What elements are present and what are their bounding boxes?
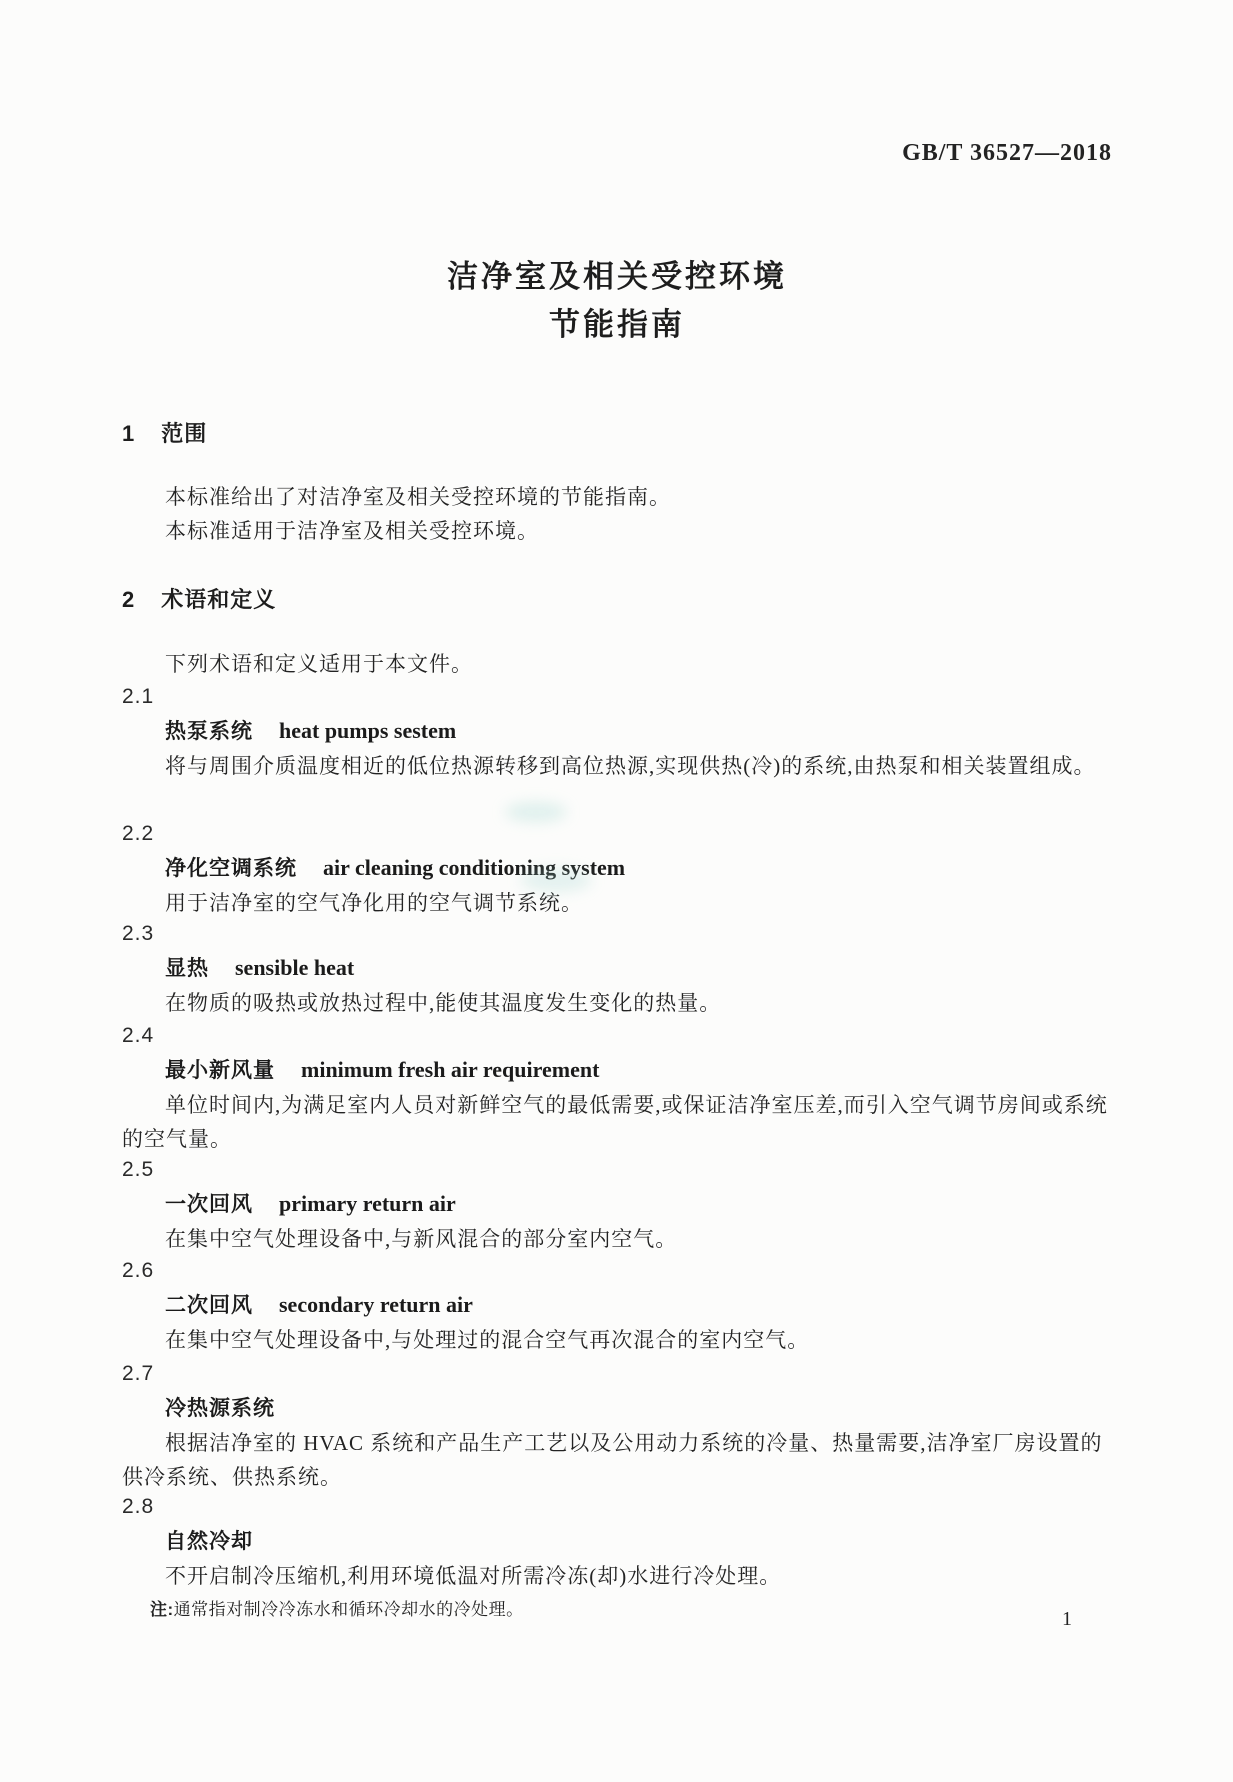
term-number: 2.7 bbox=[122, 1362, 155, 1385]
term-number: 2.6 bbox=[122, 1259, 155, 1282]
term-zh: 冷热源系统 bbox=[165, 1397, 275, 1420]
paragraph: 本标准给出了对洁净室及相关受控环境的节能指南。 bbox=[165, 485, 671, 509]
section-number: 1 bbox=[122, 421, 136, 446]
term-definition: 不开启制冷压缩机,利用环境低温对所需冷冻(却)水进行冷处理。 bbox=[165, 1564, 782, 1588]
term-en: air cleaning conditioning system bbox=[323, 855, 626, 880]
section-heading-text: 范围 bbox=[161, 421, 208, 446]
term-definition: 根据洁净室的 HVAC 系统和产品生产工艺以及公用动力系统的冷量、热量需要,洁净室厂房设置的供冷系统、供热系统。 bbox=[122, 1431, 1103, 1489]
term-definition: 用于洁净室的空气净化用的空气调节系统。 bbox=[165, 891, 583, 915]
term-headword bbox=[165, 951, 1122, 986]
term-headword bbox=[165, 1053, 1122, 1088]
note-label: 注: bbox=[150, 1600, 174, 1619]
term-block bbox=[122, 817, 1122, 920]
term-block bbox=[122, 680, 1122, 783]
section-number: 2 bbox=[122, 587, 136, 612]
term-block bbox=[122, 1153, 1122, 1256]
term-number: 2.5 bbox=[122, 1158, 155, 1181]
term-block bbox=[122, 1490, 1122, 1627]
term-headword bbox=[165, 1391, 1122, 1426]
doc-title bbox=[122, 253, 1112, 349]
term-block bbox=[122, 917, 1122, 1020]
term-headword bbox=[165, 714, 1122, 749]
term-headword bbox=[165, 1288, 1122, 1323]
term-number: 2.1 bbox=[122, 685, 155, 708]
term-zh: 一次回风 bbox=[165, 1193, 253, 1216]
term-zh: 二次回风 bbox=[165, 1294, 253, 1317]
term-en: secondary return air bbox=[279, 1292, 473, 1317]
term-number: 2.2 bbox=[122, 822, 155, 845]
term-definition: 在集中空气处理设备中,与新风混合的部分室内空气。 bbox=[165, 1227, 678, 1251]
term-number: 2.3 bbox=[122, 922, 155, 945]
section-heading-text: 术语和定义 bbox=[161, 587, 277, 612]
term-headword bbox=[165, 1524, 1122, 1559]
term-zh: 自然冷却 bbox=[165, 1530, 253, 1553]
term-zh: 显热 bbox=[165, 957, 209, 980]
doc-number: GB/T 36527—2018 bbox=[902, 140, 1112, 166]
term-definition: 将与周围介质温度相近的低位热源转移到高位热源,实现供热(冷)的系统,由热泵和相关装置组成。 bbox=[165, 754, 1096, 778]
term-note bbox=[122, 1593, 1122, 1627]
term-block bbox=[122, 1357, 1122, 1494]
doc-title-line1: 洁净室及相关受控环境 bbox=[447, 259, 787, 294]
term-en: primary return air bbox=[279, 1191, 456, 1216]
term-en: minimum fresh air requirement bbox=[301, 1057, 600, 1082]
term-en: heat pumps sestem bbox=[279, 718, 457, 743]
term-block bbox=[122, 1254, 1122, 1357]
term-number: 2.8 bbox=[122, 1495, 155, 1518]
section-terms bbox=[122, 583, 1122, 681]
paragraph: 本标准适用于洁净室及相关受控环境。 bbox=[165, 519, 539, 543]
term-en: sensible heat bbox=[235, 955, 355, 980]
term-zh: 净化空调系统 bbox=[165, 857, 297, 880]
section-heading bbox=[122, 583, 1122, 617]
note-text: 通常指对制冷冷冻水和循环冷却水的冷处理。 bbox=[173, 1600, 524, 1619]
term-number: 2.4 bbox=[122, 1024, 155, 1047]
section-heading bbox=[122, 417, 1122, 451]
section-scope bbox=[122, 417, 1122, 548]
paragraph: 下列术语和定义适用于本文件。 bbox=[165, 652, 473, 676]
term-definition: 单位时间内,为满足室内人员对新鲜空气的最低需要,或保证洁净室压差,而引入空气调节房间或系统的空气量。 bbox=[122, 1093, 1108, 1151]
doc-title-line2: 节能指南 bbox=[549, 307, 685, 342]
term-block bbox=[122, 1019, 1122, 1156]
term-zh: 热泵系统 bbox=[165, 720, 253, 743]
term-zh: 最小新风量 bbox=[165, 1059, 275, 1082]
term-definition: 在物质的吸热或放热过程中,能使其温度发生变化的热量。 bbox=[165, 991, 722, 1015]
term-headword bbox=[165, 1187, 1122, 1222]
page-number: 1 bbox=[1062, 1608, 1072, 1630]
term-headword bbox=[165, 851, 1122, 886]
term-definition: 在集中空气处理设备中,与处理过的混合空气再次混合的室内空气。 bbox=[165, 1328, 810, 1352]
